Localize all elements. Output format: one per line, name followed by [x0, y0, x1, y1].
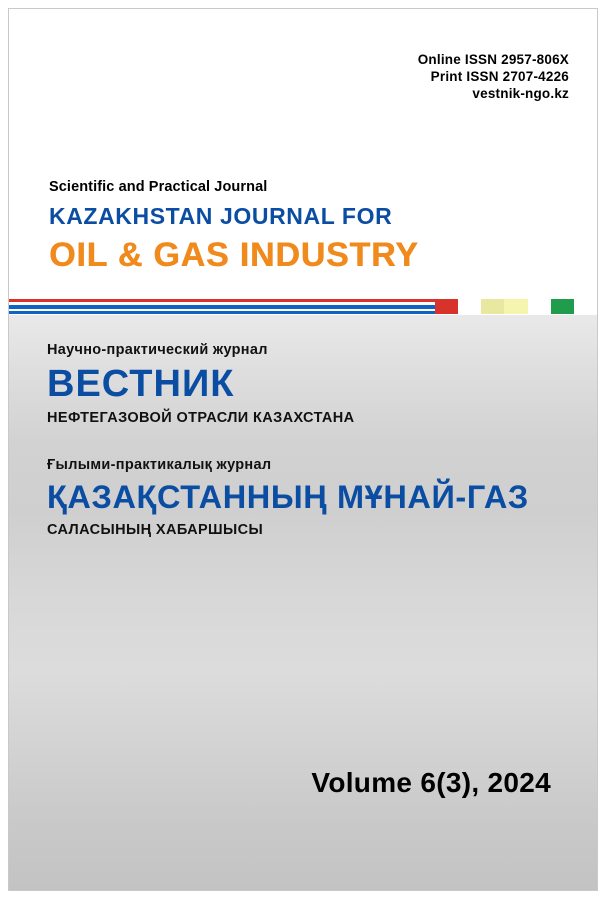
english-title-block [49, 179, 419, 275]
issn-block [418, 51, 569, 102]
russian-title-block [47, 342, 355, 426]
kazakh-subtitle: САЛАСЫНЫҢ ХАБАРШЫСЫ [47, 522, 264, 538]
russian-title: ВЕСТНИК [47, 363, 235, 405]
journal-website: vestnik-ngo.kz [472, 86, 569, 101]
english-kicker: Scientific and Practical Journal [49, 179, 268, 195]
flag-cell [574, 299, 597, 314]
flag-cell [551, 299, 574, 314]
russian-subtitle: НЕФТЕГАЗОВОЙ ОТРАСЛИ КАЗАХСТАНА [47, 410, 355, 426]
english-title-line-2: OIL & GAS INDUSTRY [49, 236, 419, 274]
kazakh-title: ҚАЗАҚСТАННЫҢ МҰНАЙ-ГАЗ [47, 479, 529, 515]
online-issn: Online ISSN 2957-806X [417, 52, 569, 67]
kazakh-kicker: Ғылыми-практикалық журнал [47, 457, 272, 473]
cover-header-area [9, 9, 597, 299]
flag-cell [458, 299, 481, 314]
flag-cell [504, 299, 527, 314]
flag-cell [481, 299, 504, 314]
russian-kicker: Научно-практический журнал [47, 342, 268, 358]
cover-body-area [9, 315, 597, 890]
english-title-line-1: KAZAKHSTAN JOURNAL FOR [49, 203, 393, 229]
volume-label: Volume 6(3), 2024 [311, 767, 551, 798]
flag-cell [528, 299, 551, 314]
flag-strip-icon [435, 299, 597, 314]
kazakh-title-block [47, 457, 529, 538]
decorative-rule-band [9, 299, 597, 315]
flag-cell [435, 299, 458, 314]
print-issn: Print ISSN 2707-4226 [430, 69, 569, 84]
